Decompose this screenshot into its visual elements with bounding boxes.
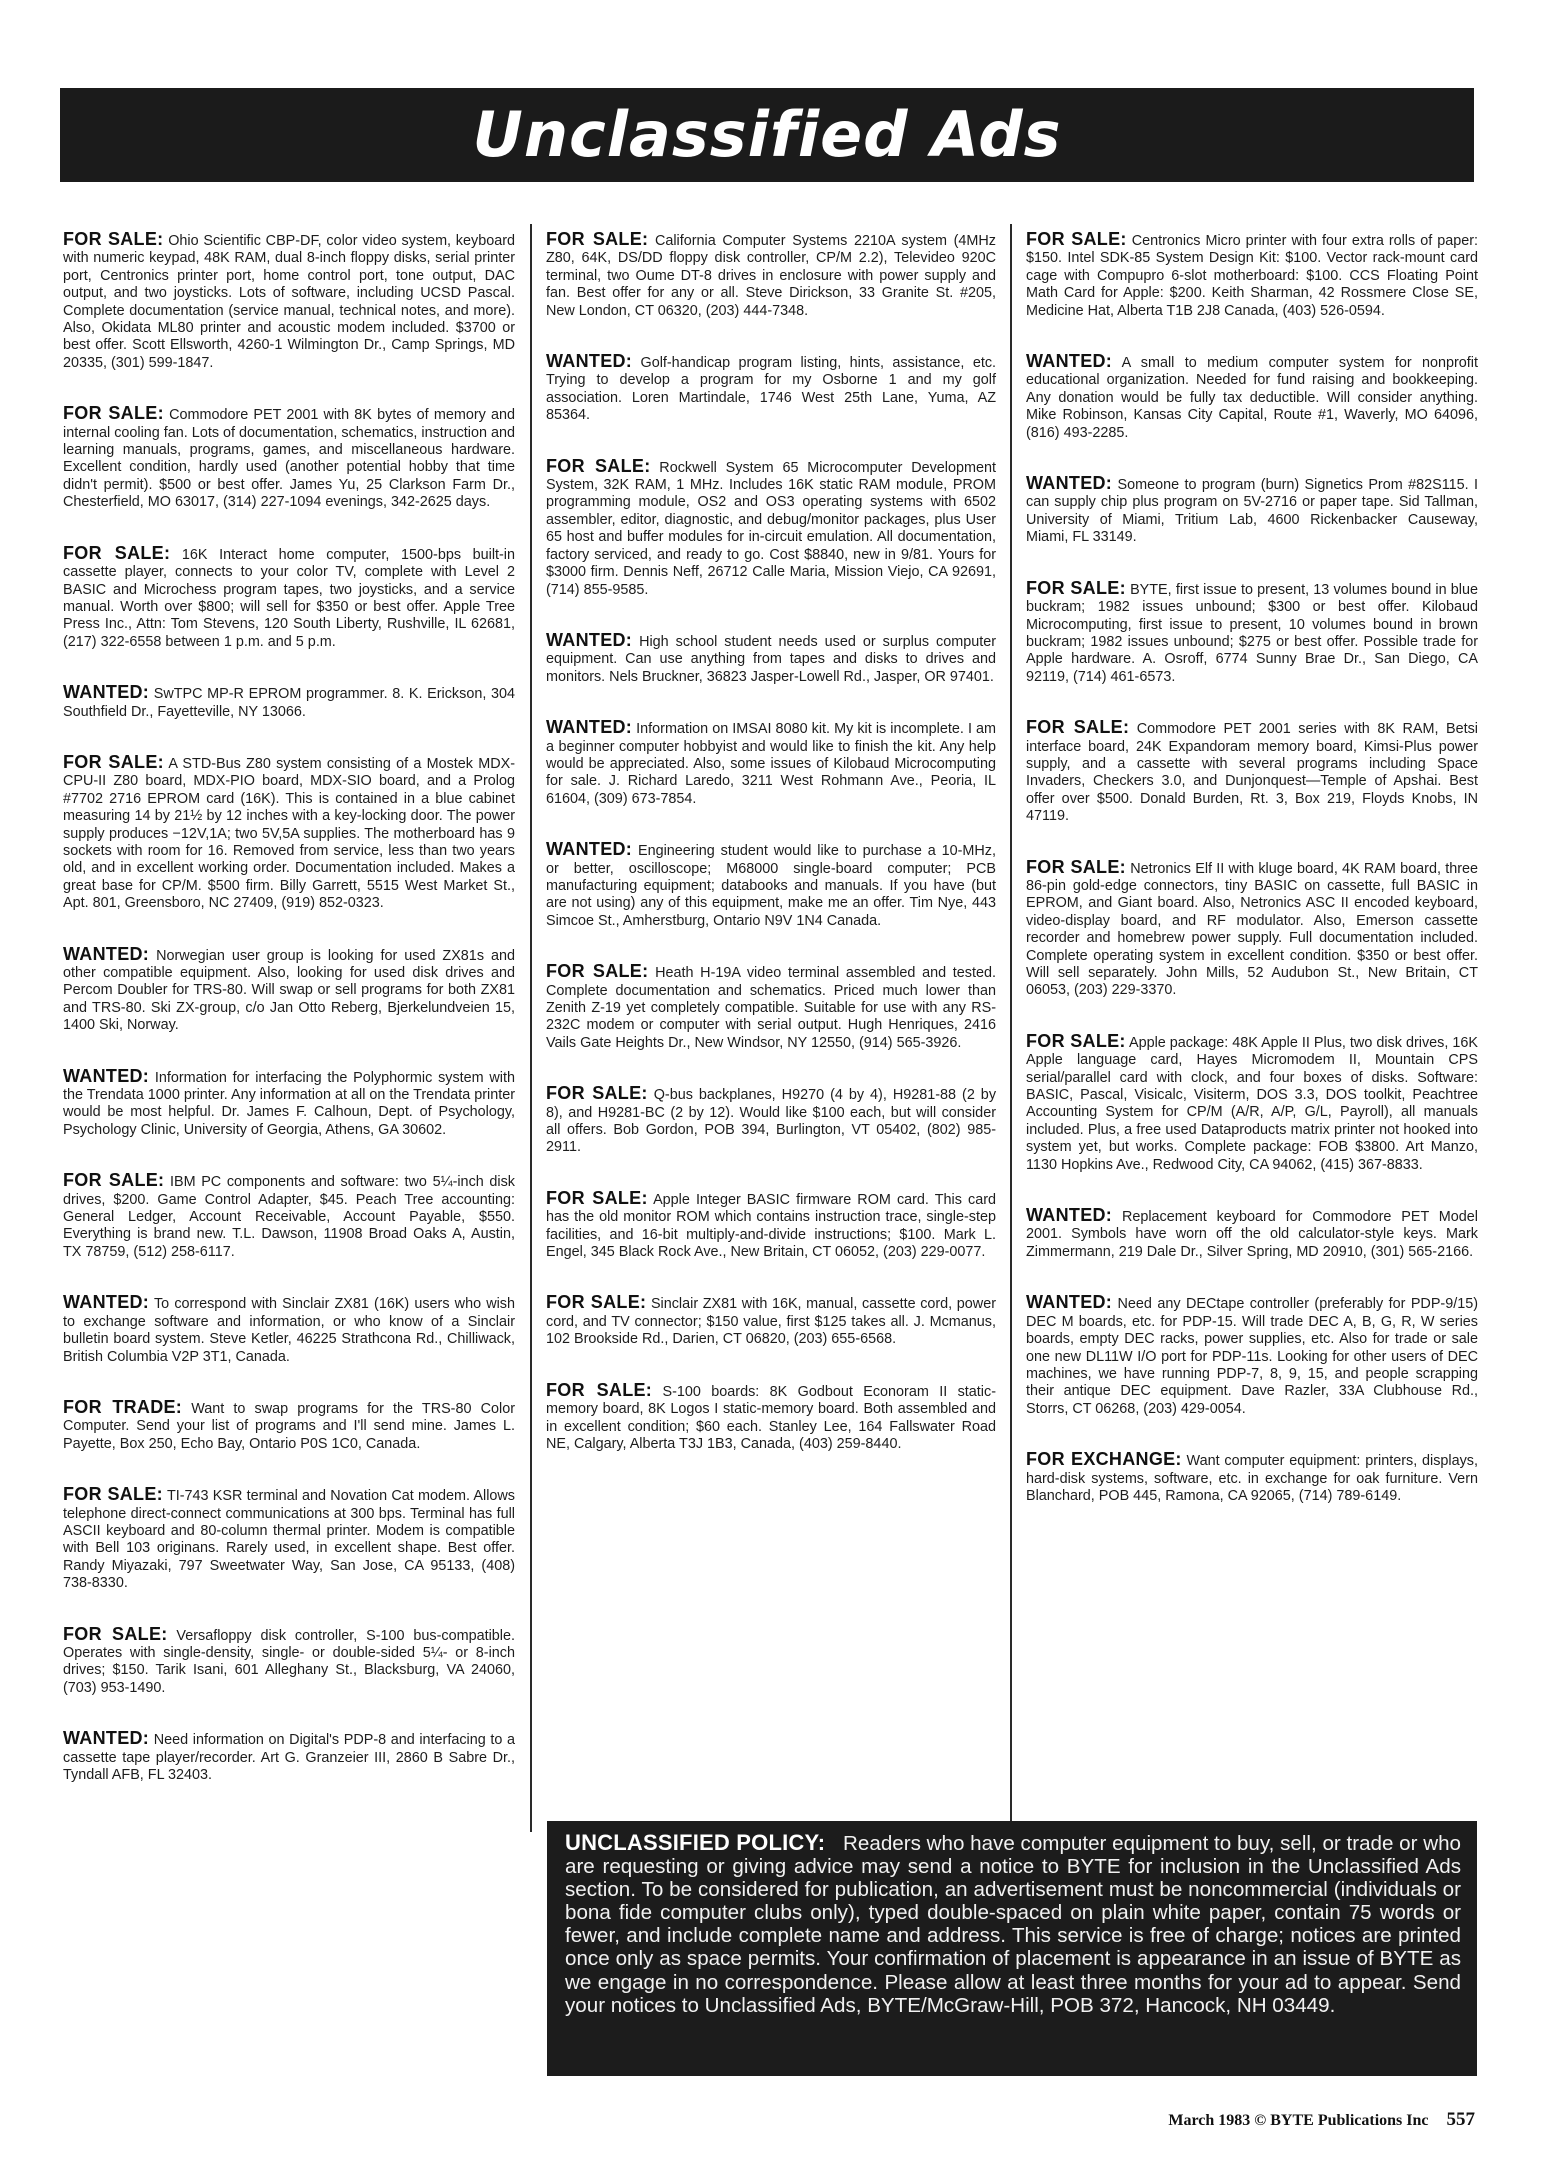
ad-text: Heath H-19A video terminal assembled and tested. Complete documentation and schematics. Priced much lower than Zenith Z-19 yet completely compatible. Suitable for use with any RS-232C modem or computer with serial output. Hugh Henriques, 2416 Vails Gate Heights Dr., New Windsor, NY 12550, (914) 565-3926. [546,965,997,1051]
ad-keyword: FOR SALE: [63,751,164,772]
ad-keyword: WANTED: [546,717,633,738]
ad-keyword: FOR SALE: [546,1292,647,1313]
classified-ad [63,751,515,913]
classified-ad [1026,1207,1478,1261]
classified-ad [63,1294,515,1366]
classified-ad [63,405,515,511]
ad-text: Sinclair ZX81 with 16K, manual, cassette cord, power cord, and TV connector; $150 value, first $125 takes all. J. Mcmanus, 102 Brookside Rd., Darien, CT 06820, (203) 655-6568. [546,1296,996,1348]
ad-text: Apple Integer BASIC firmware ROM card. This card has the old monitor ROM which contains instruction trace, single-step facilities, and 16-bit multiply-and-divide instructions; $100. Mark L. Engel, 345 Black Rock Ave., New Britain, CT 06052, (203) 229-0077. [546,1191,996,1261]
ad-keyword: FOR EXCHANGE: [1026,1449,1182,1470]
classified-ad [63,1623,515,1698]
classified-ad [546,629,996,686]
unclassified-policy-box [547,1821,1477,2076]
ad-keyword: FOR SALE: [63,403,164,424]
ad-text: Engineering student would like to purchase a 10-MHz, or better, oscilloscope; M68000 single-board computer; PCB manufacturing equipment; databooks and manuals. If you have (but are not using) any of this equipment, make me an offer. Tim Nye, 443 Simcoe St., Amherstburg, Ontario N9V 1N4 Canada. [546,843,996,929]
ad-text: Versafloppy disk controller, S-100 bus-compatible. Operates with single-density, single- or double-sided 5¼- or 8-inch drives; $150. Tarik Isani, 601 Alleghany St., Blacksburg, VA 24060, (703) 953-1490. [63,1627,515,1696]
ad-text: IBM PC components and software: two 5¼-inch disk drives, $200. Game Control Adapter, $45. Peach Tree accounting: General Ledger, Account Receivable, Account Payable, $550. Everything is brand new. T.L. Dawson, 11908 Broad Oaks A, Austin, TX 78759, (512) 258-6117. [63,1174,515,1260]
column-divider [530,224,532,1832]
ads-column-2 [546,231,996,1486]
ad-keyword: FOR SALE: [546,1187,648,1208]
ad-text: 16K Interact home computer, 1500-bps built-in cassette player, connects to your color TV, complete with Level 2 BASIC and Microchess program tapes, two joysticks, and a service manual. Worth over $800; will sell for $350 or best offer. Apple Tree Press Inc., Attn: Tom Stevens, 120 South Liberty, Rushville, IL 62681, (217) 322-6558 between 1 p.m. and 5 p.m. [63,546,516,650]
ad-keyword: FOR SALE: [546,455,651,476]
classified-ad [63,1486,515,1592]
classified-ad [1026,719,1478,825]
ad-text: Need any DECtape controller (preferably for PDP-9/15) DEC M boards, etc. for PDP-15. Will trade DEC A, B, G, R, W series boards, empty DEC racks, power supplies, etc. Also for trade or sale one new DL11W I/O port for PDP-11s. Looking for other users of DEC machines, we have running PDP-7, 8, 9, 15, and people scrapping their antique DEC equipment. Dave Razler, 33A Clubhouse Rd., Storrs, CT 06268, (203) 429-0054. [1026,1296,1479,1417]
ad-text: Centronics Micro printer with four extra rolls of paper: $150. Intel SDK-85 System Design Kit: $100. Vector rack-mount card cage with Compupro 6-slot motherboard: $100. CCS Floating Point Math Card for Apple: $200. Keith Sharman, 42 Rossmere Close SE, Medicine Hat, Alberta T1B 2J8 Canada, (403) 526-0594. [1026,233,1478,319]
ad-text: Want to swap programs for the TRS-80 Color Computer. Send your list of programs and I'll send mine. James L. Payette, Box 250, Echo Bay, Ontario P0S 1C0, Canada. [63,1400,515,1452]
classified-ad [546,1085,996,1157]
ad-keyword: FOR SALE: [1026,717,1130,738]
ad-keyword: FOR SALE: [546,961,649,982]
ad-text: A STD-Bus Z80 system consisting of a Mostek MDX-CPU-II Z80 board, MDX-PIO board, MDX-SIO board, and a Prolog #7702 2716 EPROM card (16K). This is contained in a blue cabinet measuring 14 by 21½ by 12 inches with a key-locking door. The power supply produces −12V,1A; two 5V,5A supplies. The motherboard has 9 sockets with room for 16. Removed from service, less than two years old, and in excellent working order. Documentation included. Makes a great base for CP/M. $500 firm. Billy Garrett, 5515 West Market St., Apt. 801, Greensboro, NC 27409, (919) 852-0323. [63,755,515,912]
classified-ad [63,1065,516,1140]
ad-text: TI-743 KSR terminal and Novation Cat modem. Allows telephone direct-connect communications at 300 bps. Terminal has full ASCII keyboard and 80-column thermal printer. Modem is compatible with Bell 103 originans. Rarely used, in excellent shape. Best offer. Randy Miyazaki, 797 Sweetwater Way, San Jose, CA 95133, (408) 738-8330. [63,1488,516,1592]
ad-keyword: WANTED: [1026,351,1113,372]
ad-keyword: WANTED: [546,839,633,860]
classified-ad [1026,475,1478,547]
ad-keyword: FOR SALE: [546,1379,653,1400]
classified-ad [63,943,515,1035]
policy-text: Readers who have computer equipment to buy, sell, or trade or who are requesting or giving advice may send a notice to BYTE for inclusion in the Unclassified Ads section. To be considered for publication, an advertisement must be noncommercial (individuals or bona fide computer clubs only), typed double-spaced on plain white paper, contain 75 words or fewer, and include complete name and address. This service is free of charge; notices are printed once only as space permits. Your confirmation of placement is appearance in an issue of BYTE as we engage in no correspondence. Please allow at least three months for your ad to appear. Send your notices to Unclassified Ads, BYTE/McGraw-Hill, POB 372, Hancock, NH 03449. [565,1832,1462,2017]
ad-text: Rockwell System 65 Microcomputer Development System, 32K RAM, 1 MHz. Includes 16K static RAM module, PROM programming module, OS2 and OS3 operating systems with 6502 assembler, editor, diagnostic, and debug/monitor packages, plus User 65 host and buffer modules for in-circuit emulation. All documentation, factory serviced, and ready to go. Cost $8840, new in 9/81. Yours for $3000 firm. Dennis Neff, 26712 Calle Maria, Mission Viejo, CA 92691, (714) 855-9585. [546,459,996,598]
classified-ad [1026,856,1478,1000]
ad-keyword: FOR SALE: [546,1083,648,1104]
ad-text: Need information on Digital's PDP-8 and interfacing to a cassette tape player/recorder. Art G. Granzeier III, 2860 B Sabre Dr., Tyndall AFB, FL 32403. [63,1732,515,1783]
ad-keyword: WANTED: [63,1065,150,1086]
classified-ad [546,719,996,808]
page-footer [1168,2109,1475,2131]
classified-ad [1026,577,1479,686]
ad-keyword: WANTED: [1026,473,1113,494]
ad-text: California Computer Systems 2210A system (4MHz Z80, 64K, DS/DD floppy disk controller, CP/M 2.2), Televideo 920C terminal, two Oume DT-8 drives in enclosure with power supply and fan. Best offer for any or all. Steve Dirickson, 33 Granite St. #205, New London, CT 06320, (203) 444-7348. [546,233,997,319]
classified-ad [546,353,996,425]
ad-keyword: WANTED: [546,629,633,650]
ad-keyword: WANTED: [1026,1205,1113,1226]
ad-text: S-100 boards: 8K Godbout Econoram II static-memory board, 8K Logos I static-memory board. Both assembled and in excellent condition; $60 each. Stanley Lee, 164 Fallswater Road NE, Calgary, Alberta T3J 1B3, Canada, (403) 259-8440. [546,1383,996,1452]
ad-keyword: WANTED: [63,943,150,964]
ads-column-1 [63,231,515,1817]
ad-text: Replacement keyboard for Commodore PET Model 2001. Symbols have worn off the old calculator-style keys. Mark Zimmermann, 219 Dale Dr., Silver Spring, MD 20910, (301) 565-2166. [1026,1209,1479,1260]
ad-keyword: FOR SALE: [63,1623,168,1644]
ad-text: Commodore PET 2001 with 8K bytes of memory and internal cooling fan. Lots of documentation, schematics, instruction and learning manuals, programs, games, and miscellaneous hardware. Excellent condition, hardly used (another potential hobby that time didn't permit). $500 or best offer. James Yu, 25 Clarkson Farm Dr., Chesterfield, MO 63017, (314) 227-1094 evenings, 342-2625 days. [63,407,516,511]
ad-keyword: WANTED: [63,1292,150,1313]
ad-text: To correspond with Sinclair ZX81 (16K) users who wish to exchange software and information, or who know of a Sinclair bulletin board system. Steve Ketler, 46225 Strathcona Rd., Chilliwack, British Columbia V2P 3T1, Canada. [63,1296,515,1365]
ad-text: Someone to program (burn) Signetics Prom #82S115. I can supply chip plus program on 5V-2716 or paper tape. Sid Tallman, University of Miami, Tritium Lab, 4600 Rickenbacker Causeway, Miami, FL 33149. [1026,477,1479,546]
issue-date: March 1983 © BYTE Publications Inc [1168,2112,1429,2129]
classified-ad [1026,353,1478,442]
ad-text: Information for interfacing the Polyphormic system with the Trendata 1000 printer. Any information at all on the Trendata printer would be most helpful. Dr. James F. Calhoun, Dept. of Psychology, Psychology Clinic, University of Georgia, Athens, GA 30602. [63,1069,516,1138]
ad-text: Apple package: 48K Apple II Plus, two disk drives, 16K Apple language card, Hayes Micromodem II, Mountain CPS serial/parallel card with clock, and four boxes of disks. Software: BASIC, Pascal, Visicalc, Visiterm, DOS 3.3, DOS toolkit, Peachtree Accounting System for CP/M (A/R, A/P, G/L, Payroll), all manuals included. Plus, a free used Dataproducts matrix printer not hooked into system yet, but works. Complete package: FOB $3800. Art Manzo, 1130 Hopkins Ave., Redwood City, CA 94062, (415) 367-8833. [1026,1034,1478,1173]
classified-ad [63,1396,515,1453]
ad-text: Q-bus backplanes, H9270 (4 by 4), H9281-88 (2 by 8), and H9281-BC (2 by 12). Would like $100 each, but will consider all offers. Bob Gordon, POB 394, Burlington, VT 05402, (802) 985-2911. [546,1087,997,1156]
classified-ad [1026,231,1478,320]
ad-text: A small to medium computer system for nonprofit educational organization. Needed for fund raising and bookkeeping. Any donation would be fully tax deductible. Will consider anything. Mike Robinson, Kansas City Capital, Route #1, Waverly, MO 64096, (816) 493-2285. [1026,355,1478,441]
classified-ad [63,1730,515,1784]
ad-text: Golf-handicap program listing, hints, assistance, etc. Trying to develop a program for my Osborne 1 and my golf association. Loren Martindale, 1746 West 25th Lane, Yuma, AZ 85364. [546,355,997,424]
page-title: Unclassified Ads [472,98,1062,171]
classified-ad [63,231,515,372]
ad-keyword: FOR SALE: [63,1170,165,1191]
classified-ad [546,231,996,320]
classified-ad [1026,1030,1478,1174]
policy-title: UNCLASSIFIED POLICY: [565,1830,826,1855]
classified-ad [546,963,996,1052]
ad-keyword: FOR SALE: [1026,229,1127,249]
ad-keyword: FOR SALE: [1026,1030,1126,1051]
classified-ad [546,841,996,930]
ad-text: Commodore PET 2001 series with 8K RAM, Betsi interface board, 24K Expandoram memory board, Kimsi-Plus power supply, and a cassette with several programs including Space Invaders, Checkers 3.0, and Dunjonquest—Temple of Apshai. Best offer over $500. Donald Burden, Rt. 3, Box 219, Floyds Knobs, IN 47119. [1026,721,1478,825]
classified-ad [546,455,996,599]
ad-keyword: FOR SALE: [1026,856,1126,877]
classified-ad [1026,1294,1478,1418]
classified-ad [1026,1451,1478,1505]
ad-keyword: FOR SALE: [63,542,171,563]
ad-keyword: WANTED: [546,351,633,372]
ad-text: BYTE, first issue to present, 13 volumes bound in blue buckram; 1982 issues unbound; $300 or best offer. Kilobaud Microcomputing, first issue to present, 10 volumes bound in brown buckram; 1982 issues unbound; $275 or best offer. Possible trade for Apple hardware. A. Osroff, 6774 Sunny Brae Dr., San Diego, CA 92119, (714) 461-6573. [1026,581,1479,685]
ad-keyword: FOR SALE: [1026,577,1126,598]
classified-ad [546,1379,996,1454]
column-divider [1010,224,1012,1832]
ad-keyword: FOR TRADE: [63,1396,183,1417]
ad-keyword: FOR SALE: [63,229,164,249]
classified-ad [63,542,516,651]
page-number: 557 [1446,2109,1475,2130]
ad-keyword: WANTED: [63,1728,150,1749]
ad-text: High school student needs used or surplus computer equipment. Can use anything from tapes and disks to drives and monitors. Nels Bruckner, 36823 Jasper-Lowell Rd., Jasper, OR 97401. [546,633,996,685]
classified-ad [63,1172,515,1261]
ad-text: Norwegian user group is looking for used ZX81s and other compatible equipment. Also, looking for used disk drives and Percom Doubler for TRS-80. Will swap or sell programs for both ZX81 and TRS-80. Ski ZX-group, c/o Jan Otto Reberg, Bjerkelundveien 15, 1400 Ski, Norway. [63,947,515,1034]
ad-text: Information on IMSAI 8080 kit. My kit is incomplete. I am a beginner computer hobbyist and would like to finish the kit. Any help would be appreciated. Also, some issues of Kilobaud Microcomputing for sale. J. Richard Laredo, 3211 West Rohmann Ave., Peoria, IL 61604, (309) 673-7854. [546,721,997,807]
ad-keyword: WANTED: [63,682,150,703]
ad-text: Netronics Elf II with kluge board, 4K RAM board, three 86-pin gold-edge connectors, tiny BASIC on cassette, full BASIC in EPROM, and Giant board. Also, Netronics ASC II encoded keyboard, video-display board, and RF modulator. Also, Emerson cassette recorder and homebrew power supply. Full documentation included. Complete operating system in excellent condition. $350 or best offer. Will sell separately. John Mills, 52 Audubon St., New Britain, CT 06053, (203) 229-3370. [1026,860,1478,999]
ads-column-3 [1026,231,1478,1538]
ad-keyword: FOR SALE: [546,229,649,249]
ad-text: Ohio Scientific CBP-DF, color video system, keyboard with numeric keypad, 48K RAM, dual 8-inch floppy disks, serial printer port, Centronics printer port, home control port, tone output, DAC output, and two joysticks. Lots of software, including UCSD Pascal. Complete documentation (service manual, technical notes, and more). Also, Okidata ML80 printer and acoustic modem included. $3700 or best offer. Scott Ellsworth, 4260-1 Wilmington Dr., Camp Springs, MD 20335, (301) 599-1847. [63,233,515,371]
ad-keyword: FOR SALE: [63,1484,163,1505]
page-banner [60,88,1474,182]
classified-ad [63,684,515,721]
ad-text: SwTPC MP-R EPROM programmer. 8. K. Erickson, 304 Southfield Dr., Fayetteville, NY 13066. [63,686,515,720]
ad-keyword: WANTED: [1026,1292,1113,1313]
classified-ad [546,1294,996,1348]
ad-text: Want computer equipment: printers, displays, hard-disk systems, software, etc. in exchange for oak furniture. Vern Blanchard, POB 445, Ramona, CA 92065, (714) 789-6149. [1026,1453,1478,1504]
classified-ad [546,1187,996,1262]
